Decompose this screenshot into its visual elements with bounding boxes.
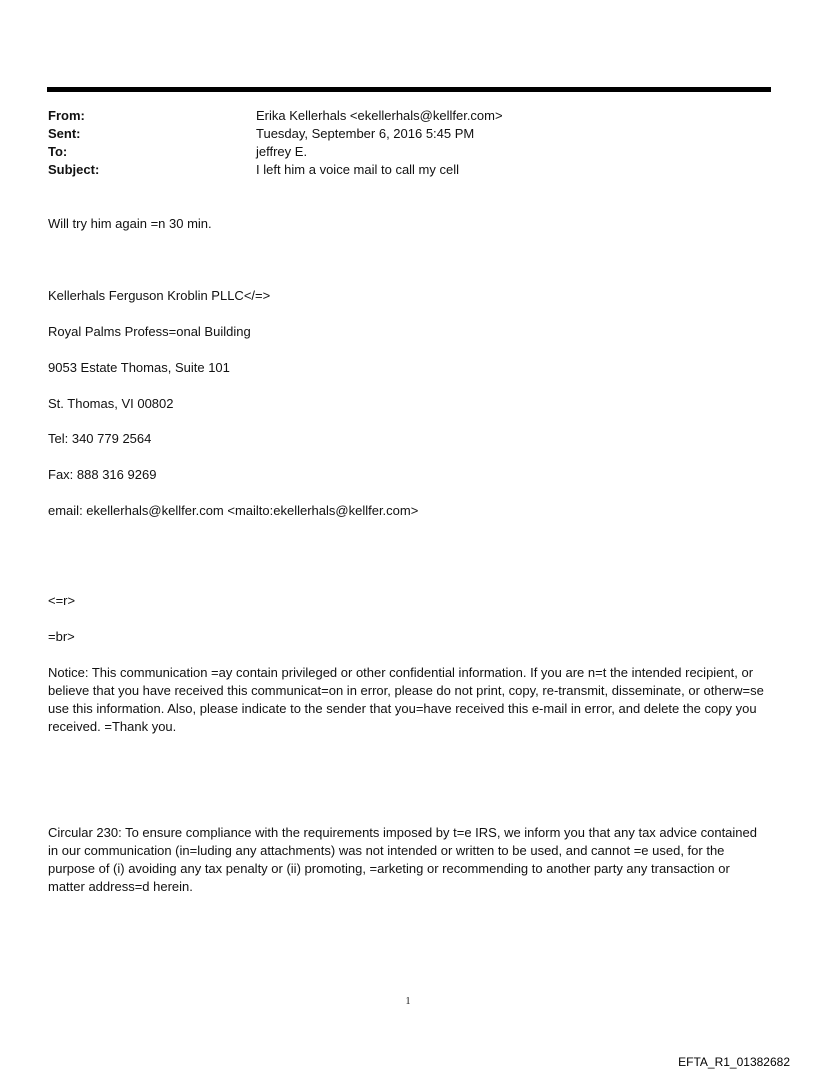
circular-230-paragraph: Circular 230: To ensure compliance with the requirements imposed by t=e IRS, we inform you that any tax advice contained in our communication (in=luding any attachments) was not intended or written to be used, and cannot =e used, for the purpose of (i) avoiding any tax penalty or (ii) promoting, =arketing or recommending to another party any transaction or matter address=d herein.: [48, 825, 757, 894]
signature-email: email: ekellerhals@kellfer.com <mailto:ekellerhals@kellfer.com>: [48, 503, 419, 518]
document-id-stamp: EFTA_R1_01382682: [678, 1055, 790, 1069]
signature-firm: Kellerhals Ferguson Kroblin PLLC</=>: [48, 288, 271, 303]
body-first-line: Will try him again =n 30 min.: [48, 216, 212, 231]
artifact-line-2: =br>: [48, 629, 75, 644]
header-from-value: Erika Kellerhals <ekellerhals@kellfer.com>: [256, 108, 503, 123]
header-sent-label: Sent:: [48, 126, 81, 141]
header-sent-value: Tuesday, September 6, 2016 5:45 PM: [256, 126, 475, 141]
header-from-label: From:: [48, 108, 85, 123]
signature-city: St. Thomas, VI 00802: [48, 396, 174, 411]
signature-building: Royal Palms Profess=onal Building: [48, 324, 251, 339]
signature-tel: Tel: 340 779 2564: [48, 431, 152, 446]
header-divider: [47, 87, 771, 92]
page-number: 1: [405, 996, 411, 1007]
signature-fax: Fax: 888 316 9269: [48, 467, 157, 482]
signature-street: 9053 Estate Thomas, Suite 101: [48, 360, 230, 375]
artifact-line-1: <=r>: [48, 593, 76, 608]
header-to-label: To:: [48, 144, 68, 159]
header-subject-value: I left him a voice mail to call my cell: [256, 162, 460, 177]
header-subject-label: Subject:: [48, 162, 100, 177]
header-to-value: jeffrey E.: [256, 144, 308, 159]
notice-paragraph: Notice: This communication =ay contain privileged or other confidential information. If you are n=t the intended recipient, or believe that you have received this communicat=on in error, please do not print, copy, re-transmit, disseminate, or otherw=se use this information. Also, please indicate to the sender that you=have received this e-mail in error, and delete the copy you received. =Thank you.: [48, 665, 764, 734]
